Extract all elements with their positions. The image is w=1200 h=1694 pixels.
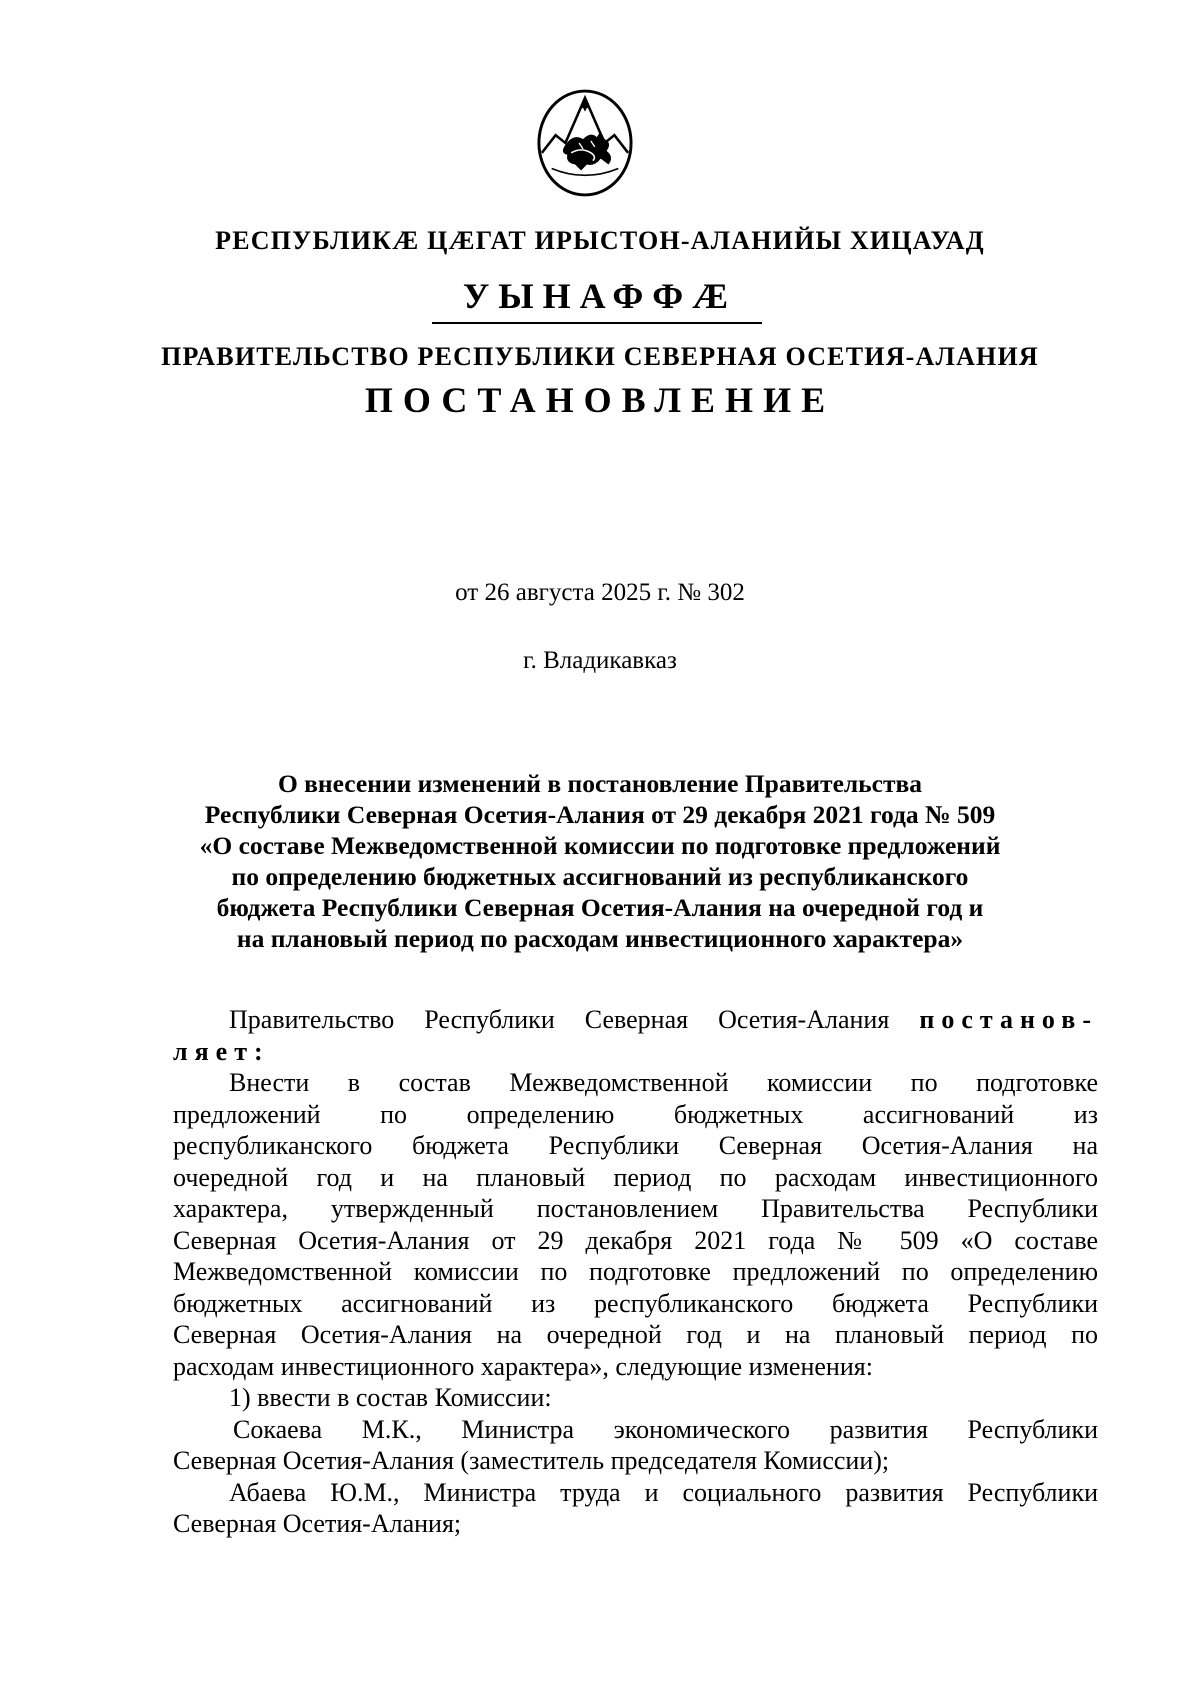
paragraph-line: Внести в состав Межведомственной комиссии по подготовке [229,1068,1098,1097]
paragraph-line: очередной год и на плановый период по расходам инвестиционного [173,1162,1098,1192]
preamble-text: Правительство Республики Северная Осетия-Алания [229,1005,890,1034]
subject-line: «О составе Межведомственной комиссии по подготовке предложений [199,831,1001,860]
preamble-line [173,1036,1098,1068]
subject-line: О внесении изменений в постановление Правительства [277,769,923,798]
preamble-decree-word: постанов- [919,1005,1098,1034]
member-line: Северная Осетия-Алания; [173,1509,462,1538]
preamble-line [173,1004,1098,1036]
paragraph-line: предложений по определению бюджетных ассигнований из [173,1099,1098,1129]
subject-line: по определению бюджетных ассигнований из республиканского [231,862,969,891]
member-line: Северная Осетия-Алания (заместитель председателя Комиссии); [173,1446,890,1475]
paragraph-line: Северная Осетия-Алания на очередной год и на плановый период по [173,1320,1098,1349]
subject-line: Республики Северная Осетия-Алания от 29 декабря 2021 года № 509 [204,800,996,829]
paragraph-line: Северная Осетия-Алания от 29 декабря 2021 года № 509 «О составе [173,1225,1098,1255]
paragraph-line: характера, утвержденный постановлением Правительства Республики [173,1194,1098,1223]
header-divider [432,322,762,324]
document-body [173,1004,1098,1540]
ossetian-government-title: РЕСПУБЛИКӔ ЦӔГАТ ИРЫСТОН-АЛАНИЙЫ ХИЦАУАД [215,226,985,255]
paragraph-line: республиканского бюджета Республики Северная Осетия-Алания на [173,1131,1098,1160]
paragraph-line: бюджетных ассигнований из республиканского бюджета Республики [173,1288,1098,1318]
russian-document-type: ПОСТАНОВЛЕНИЕ [364,380,836,420]
ossetian-document-type: УЫНАФФӔ [462,276,738,316]
document-city: г. Владикавказ [523,647,677,674]
list-item-1: 1) ввести в состав Комиссии: [229,1383,552,1412]
russian-government-title: ПРАВИТЕЛЬСТВО РЕСПУБЛИКИ СЕВЕРНАЯ ОСЕТИЯ-АЛАНИЯ [161,342,1039,371]
preamble-decree-word-end: ляет: [173,1036,270,1066]
subject-line: на плановый период по расходам инвестиционного характера» [236,924,964,953]
document-subject [150,768,1050,954]
paragraph-line: Межведомственной комиссии по подготовке предложений по определению [173,1257,1098,1286]
member-line: Абаева Ю.М., Министра труда и социального развития Республики [229,1477,1098,1507]
coat-of-arms-emblem [536,88,634,198]
subject-line: бюджета Республики Северная Осетия-Алания на очередной год и [216,893,984,922]
paragraph-line: расходам инвестиционного характера», следующие изменения: [173,1351,873,1381]
member-line: Сокаева М.К., Министра экономического развития Республики [233,1414,1098,1444]
document-date-number: от 26 августа 2025 г. № 302 [455,579,745,606]
